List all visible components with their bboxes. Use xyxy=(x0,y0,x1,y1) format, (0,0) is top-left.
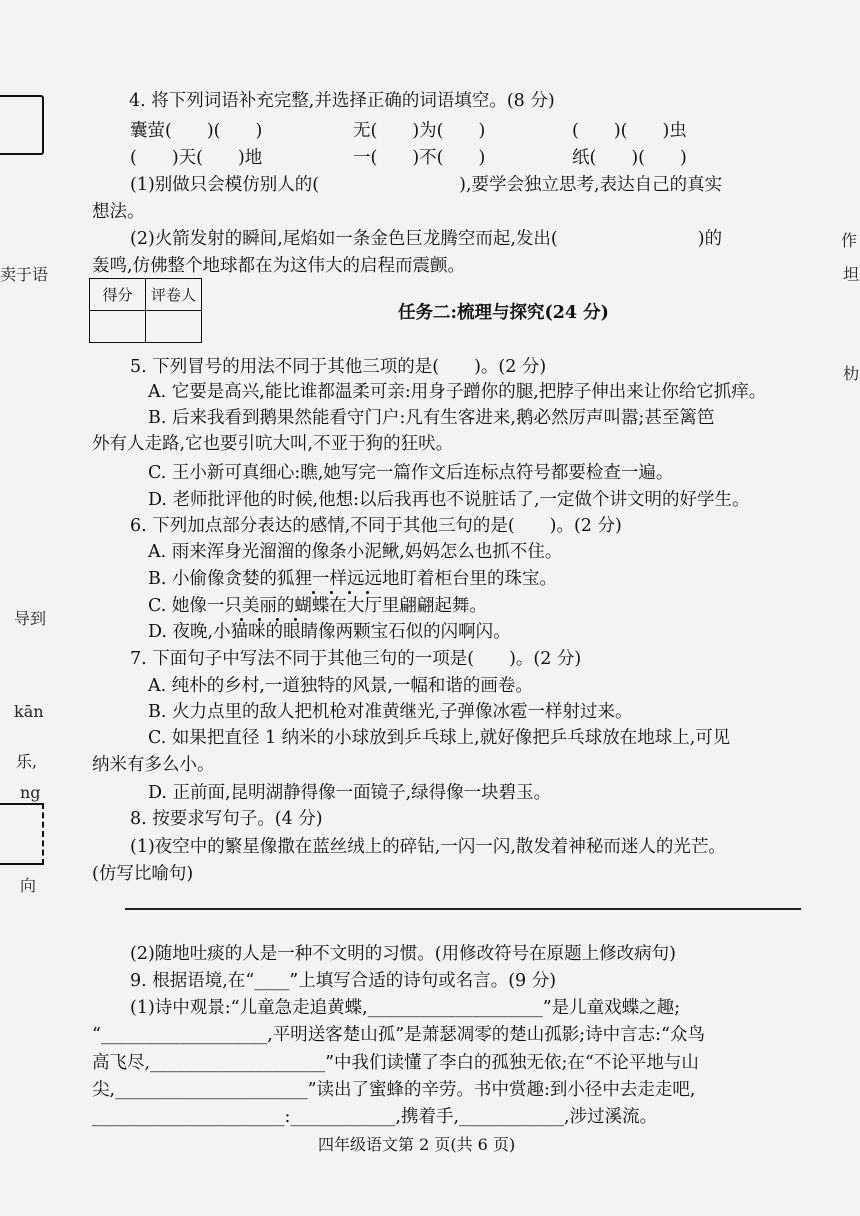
q6-option-b: B. 小偷像贪婪的狐狸一样远远地盯着柜台里的珠宝。 xyxy=(148,569,557,589)
margin-fragment-6: 向 xyxy=(20,876,37,895)
margin-fragment-2: 导到 xyxy=(14,609,47,628)
section-title: 任务二:梳理与探究(24 分) xyxy=(398,303,609,323)
q4-sentence-1: (1)别做只会模仿别人的( ),要学会独立思考,表达自己的真实 xyxy=(130,175,723,195)
margin-binding-box xyxy=(0,95,44,155)
emphasis-dot xyxy=(330,591,333,594)
q9-line-1[interactable]: (1)诗中观景:“儿童急走追黄蝶,____________________”是儿童戏蝶之趣; xyxy=(130,998,681,1018)
score-table xyxy=(89,278,202,343)
q8-sentence-2: (2)随地吐痰的人是一种不文明的习惯。(用修改符号在原题上修改病句) xyxy=(130,944,676,964)
q4-word-2-2: 一( )不( ) xyxy=(353,148,486,168)
q5-option-b-cont: 外有人走路,它也要引吭大叫,不亚于狗的狂吠。 xyxy=(92,434,454,454)
emphasis-dot xyxy=(366,591,369,594)
margin-fragment-3: kān xyxy=(14,702,44,721)
q4-sentence-1-cont: 想法。 xyxy=(92,202,145,222)
right-margin-fragment-3: 朸 xyxy=(843,364,860,383)
q7-title: 7. 下面句子中写法不同于其他三句的一项是( )。(2 分) xyxy=(130,649,582,669)
margin-fragment-5: ng xyxy=(20,783,41,802)
q6-option-d: D. 夜晚,小猫咪的眼睛像两颗宝石似的闪啊闪。 xyxy=(148,622,511,642)
emphasis-dot xyxy=(240,618,243,621)
q7-option-d: D. 正前面,昆明湖静得像一面镜子,绿得像一块碧玉。 xyxy=(148,783,552,803)
q5-option-c: C. 王小新可真细心:瞧,她写完一篇作文后连标点符号都要检查一遍。 xyxy=(148,463,674,483)
margin-dashed-box xyxy=(0,803,44,865)
emphasis-dot xyxy=(294,618,297,621)
emphasis-dot xyxy=(312,591,315,594)
q4-word-1-3: ( )( )虫 xyxy=(572,121,687,141)
q7-option-a: A. 纯朴的乡村,一道独特的风景,一幅和谐的画卷。 xyxy=(148,676,533,696)
margin-fragment-1: 卖于语 xyxy=(0,265,49,284)
q4-word-1-2: 无( )为( ) xyxy=(353,121,486,141)
q9-line-5[interactable]: ______________________:____________,携着手,____________,涉过溪流。 xyxy=(92,1107,658,1127)
q8-sentence-1-instruction: (仿写比喻句) xyxy=(92,864,194,884)
emphasis-dot xyxy=(276,618,279,621)
q7-option-c: C. 如果把直径 1 纳米的小球放到乒乓球上,就好像把乒乓球放在地球上,可见 xyxy=(148,728,731,748)
q4-sentence-2: (2)火箭发射的瞬间,尾焰如一条金色巨龙腾空而起,发出( )的 xyxy=(130,229,723,249)
q9-line-3[interactable]: 高飞尽,____________________”中我们读懂了李白的孤独无依;在“不论平地与山 xyxy=(92,1053,699,1073)
q5-option-b: B. 后来我看到鹅果然能看守门户:凡有生客进来,鹅必然厉声叫嚣;甚至篱笆 xyxy=(148,408,715,428)
q4-word-2-3: 纸( )( ) xyxy=(572,148,687,168)
q5-option-d: D. 老师批评他的时候,他想:以后我再也不说脏话了,一定做个讲文明的好学生。 xyxy=(148,490,750,510)
right-margin-fragment-2: 坦 xyxy=(843,265,860,284)
q4-word-2-1: ( )天( )地 xyxy=(130,148,263,168)
q8-answer-line[interactable] xyxy=(125,908,801,910)
right-margin-fragment-1: 作 xyxy=(841,231,858,250)
q8-title: 8. 按要求写句子。(4 分) xyxy=(130,809,323,829)
grader-header: 评卷人 xyxy=(146,279,202,311)
q6-title: 6. 下列加点部分表达的感情,不同于其他三句的是( )。(2 分) xyxy=(130,516,622,536)
emphasis-dot xyxy=(258,618,261,621)
q4-title: 4. 将下列词语补充完整,并选择正确的词语填空。(8 分) xyxy=(129,91,555,111)
q7-option-b: B. 火力点里的敌人把机枪对准黄继光,子弹像冰雹一样射过来。 xyxy=(148,702,633,722)
emphasis-dot xyxy=(348,591,351,594)
q7-option-c-cont: 纳米有多么小。 xyxy=(92,755,215,775)
score-cell xyxy=(90,311,146,343)
q6-option-c: C. 她像一只美丽的蝴蝶在大厅里翩翩起舞。 xyxy=(148,596,487,616)
score-header: 得分 xyxy=(90,279,146,311)
q4-sentence-2-cont: 轰鸣,仿佛整个地球都在为这伟大的启程而震颤。 xyxy=(92,256,466,276)
q6-option-a: A. 雨来浑身光溜溜的像条小泥鳅,妈妈怎么也抓不住。 xyxy=(148,542,563,562)
margin-fragment-4: 乐, xyxy=(16,752,38,771)
grader-cell xyxy=(146,311,202,343)
page-footer: 四年级语文第 2 页(共 6 页) xyxy=(318,1135,516,1154)
q5-option-a: A. 它要是高兴,能比谁都温柔可亲:用身子蹭你的腿,把脖子伸出来让你给它抓痒。 xyxy=(148,382,767,402)
q4-word-1-1: 囊萤( )( ) xyxy=(130,121,263,141)
q5-title: 5. 下列冒号的用法不同于其他三项的是( )。(2 分) xyxy=(130,357,547,377)
q9-title: 9. 根据语境,在“____”上填写合适的诗句或名言。(9 分) xyxy=(130,971,557,991)
q8-sentence-1: (1)夜空中的繁星像撒在蓝丝绒上的碎钻,一闪一闪,散发着神秘而迷人的光芒。 xyxy=(130,837,726,857)
q9-line-2[interactable]: “___________________,平明送客楚山孤”是萧瑟凋零的楚山孤影;诗中言志:“众鸟 xyxy=(92,1025,705,1045)
q9-line-4[interactable]: 尖,______________________”读出了蜜蜂的辛劳。书中赏趣:到小径中去走走吧, xyxy=(92,1080,696,1100)
